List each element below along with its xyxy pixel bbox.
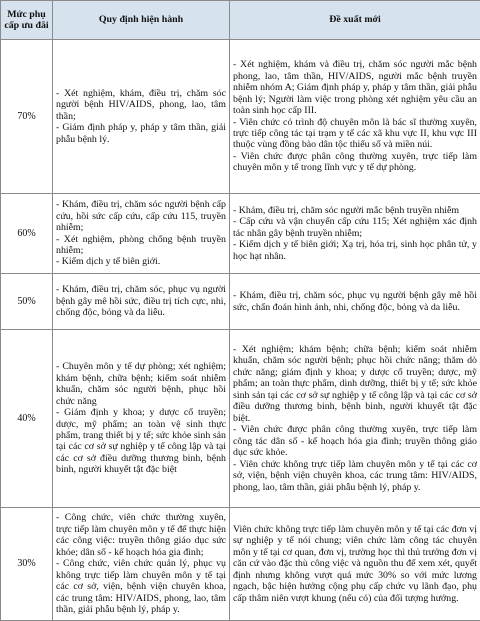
proposed-item: - Viên chức được phân công thường xuyên, trực tiếp làm chuyên môn y tế trong lĩnh vực y tế dự phòng. — [233, 151, 477, 174]
current-item: - Kiểm dịch y tế biên giới. — [56, 256, 226, 267]
header-row — [1, 1, 480, 40]
rate-cell: 70% — [1, 40, 53, 194]
current-cell — [53, 508, 230, 621]
proposed-item: - Cấp cứu và vận chuyển cấp cứu 115; Xét nghiệm xác định tác nhân gây bệnh truyền nhiễm; — [233, 216, 477, 239]
proposed-item: - Xét nghiệm; khám bệnh; chữa bệnh; kiểm soát nhiễm khuẩn, chăm sóc người bệnh; phục hồi chức năng; thăm dò chức năng; giám định y khoa; y dược cổ truyền; dược, mỹ phẩm; an toàn thực phẩm, dinh dưỡng, thiết bị y tế; sức khỏe sinh sản tại các cơ sở sự nghiệp y tế công lập và tại các cơ sở điều dưỡng thương binh, bệnh binh, người khuyết tật đặc biệt. — [233, 344, 477, 424]
rate-cell: 30% — [1, 508, 53, 621]
proposed-cell — [230, 330, 480, 508]
table-row — [1, 274, 480, 330]
rate-cell: 40% — [1, 330, 53, 508]
current-item: - Giám định pháp y, pháp y tâm thần, giải phẫu bệnh lý. — [56, 122, 226, 145]
current-item: - Giám định y khoa; y dược cổ truyền; dược, mỹ phẩm; an toàn vệ sinh thực phẩm, trang thiết bị y tế; sức khỏe sinh sản tại các cơ sở sự nghiệp y tế công lập và tại các cơ sở điều dưỡng thương binh, bệnh binh, người khuyết tật đặc biệt — [56, 407, 226, 476]
current-cell — [53, 40, 230, 194]
table-row — [1, 194, 480, 274]
table-row — [1, 40, 480, 194]
proposed-item: - Xét nghiệm, khám và điều trị, chăm sóc người mắc bệnh phong, lao, tâm thần, HIV/AIDS, người mắc bệnh truyền nhiễm nhóm A; Giám định pháp y, pháp y tâm thần, giải phẫu bệnh lý; Người làm việc trong phòng xét nghiệm yêu cầu an toàn sinh học cấp III. — [233, 59, 477, 116]
current-item: - Công chức, viên chức thường xuyên, trực tiếp làm chuyên môn y tế để thực hiện các công việc: truyền thông giáo dục sức khỏe; dân số - kế hoạch hóa gia đình; — [56, 512, 226, 558]
proposed-item: - Viên chức được phân công thường xuyên, trực tiếp làm công tác dân số - kế hoạch hóa gia đình; truyền thông giáo dục sức khỏe. — [233, 424, 477, 458]
current-item: - Khám, điều trị, chăm sóc người bệnh cấp cứu, hồi sức cấp cứu, cấp cứu 115, truyền nhiễm; — [56, 199, 226, 233]
proposed-item: - Khám, điều trị, chăm sóc, phục vụ người bệnh gây mê hồi sức, chẩn đoán hình ảnh, nhi, chống độc, bỏng và da liễu. — [233, 290, 477, 313]
proposed-item: - Khám, điều trị, chăm sóc người mắc bệnh truyền nhiễm — [233, 205, 477, 216]
current-item: - Chuyên môn y tế dự phòng; xét nghiệm; khám bệnh, chữa bệnh; kiểm soát nhiễm khuẩn, chăm sóc người bệnh, phục hồi chức năng — [56, 361, 226, 407]
header-proposed: Đề xuất mới — [230, 1, 480, 40]
proposed-item: - Kiểm dịch y tế biên giới; Xạ trị, hóa trị, sinh học phân tử, y học hạt nhân. — [233, 239, 477, 262]
proposed-item: - Viên chức không trực tiếp làm chuyên môn y tế tại các cơ sở, viện, bệnh viện chuyên khoa, các trung tâm: HIV/AIDS, phong, lao, tâm thần, giải phẫu bệnh lý, pháp y. — [233, 459, 477, 493]
proposed-cell — [230, 40, 480, 194]
rate-cell: 60% — [1, 194, 53, 274]
current-item: - Xét nghiệm, phòng chống bệnh truyền nhiễm; — [56, 234, 226, 257]
proposed-cell — [230, 274, 480, 330]
current-item: - Khám, điều trị, chăm sóc, phục vụ người bệnh gây mê hồi sức, điều trị tích cực, nhi, chống độc, bỏng và da liễu. — [56, 284, 226, 318]
current-cell — [53, 194, 230, 274]
rate-cell: 50% — [1, 274, 53, 330]
proposed-item: Viên chức không trực tiếp làm chuyên môn y tế tại các đơn vị sự nghiệp y tế nói chung; viên chức làm công tác chuyên môn y tế tại cơ quan, đơn vị, trường học thì thủ trưởng đơn vị căn cứ vào đặc thù công việc và nguồn thu để xem xét, quyết định nhưng không vượt quá mức 30% so với mức lương ngạch, bậc hiện hưởng cộng phụ cấp chức vụ lãnh đạo, phụ cấp thâm niên vượt khung (nếu có) của đối tượng hưởng. — [233, 524, 477, 604]
table-row — [1, 508, 480, 621]
proposed-item: - Viên chức có trình độ chuyên môn là bác sĩ thường xuyên, trực tiếp công tác tại trạm y tế các xã khu vực II, khu vực III thuộc vùng đồng bào dân tộc thiểu số và miền núi. — [233, 117, 477, 151]
current-item: - Xét nghiệm, khám, điều trị, chăm sóc người bệnh HIV/AIDS, phong, lao, tâm thần; — [56, 88, 226, 122]
proposed-cell — [230, 194, 480, 274]
header-rate: Mức phụ cấp ưu đãi — [1, 1, 53, 40]
current-item: - Công chức, viên chức quản lý, phục vụ không trực tiếp làm chuyên môn y tế tại các cơ sở, viện, bệnh viện chuyên khoa, các trung tâm: HIV/AIDS, phong, lao, tâm thần, giải phẫu bệnh lý, pháp y. — [56, 558, 226, 615]
current-cell — [53, 330, 230, 508]
table-row — [1, 330, 480, 508]
header-current: Quy định hiện hành — [53, 1, 230, 40]
proposed-cell — [230, 508, 480, 621]
current-cell — [53, 274, 230, 330]
